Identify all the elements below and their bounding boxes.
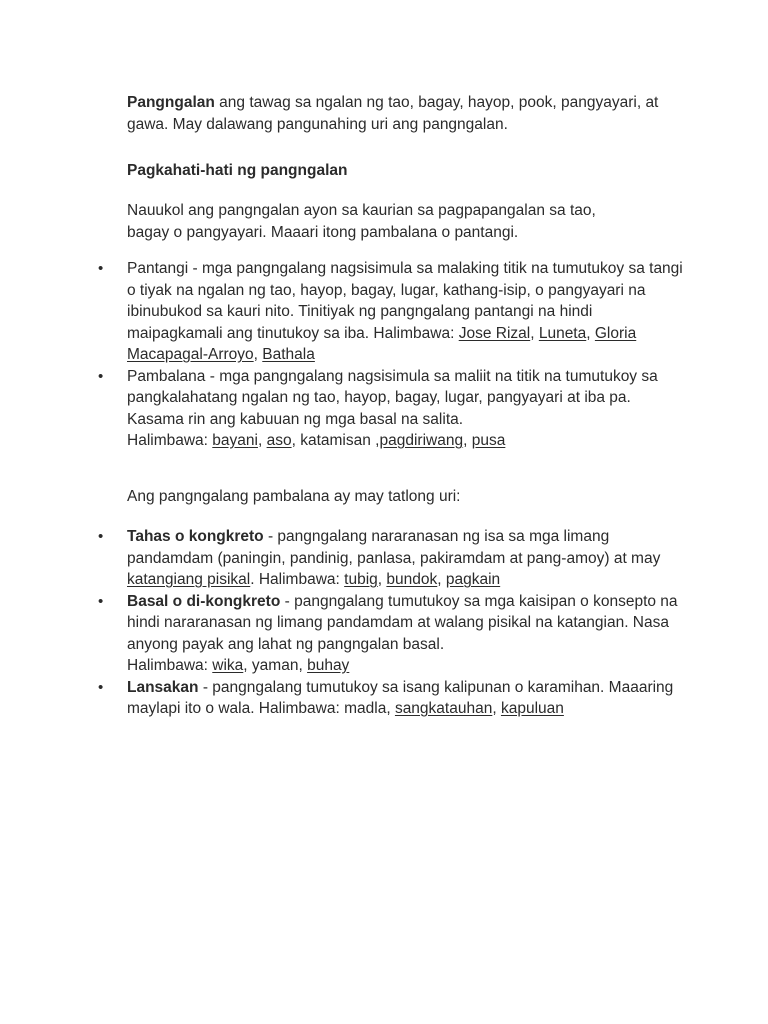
examples-prefix: Halimbawa: bbox=[127, 432, 213, 449]
example-link[interactable]: Gloria Macapagal-Arroyo bbox=[127, 324, 637, 363]
lansakan-term: Lansakan bbox=[127, 678, 199, 696]
list-item-tahas: • Tahas o kongkreto - pangngalang nararanasan ng isa sa mga limang pandamdam (paningin, pandinig, panlasa, pakiramdam at pang-amoy) at may katangiang pisikal. Halimbawa: tubig, bundok, pagkain bbox=[98, 528, 661, 588]
example-link[interactable]: pagkain bbox=[445, 571, 501, 588]
example-link[interactable]: Bathala bbox=[262, 346, 315, 363]
tahas-text: - pangngalang nararanasan ng isa sa mga limang pandamdam (paningin, pandinig, panlasa, pakiramdam at pang-amoy) at may bbox=[127, 528, 661, 567]
lansakan-text: - pangngalang tumutukoy sa isang kalipunan o karamihan. Maaaring maylapi ito o wala. Halimbawa: bbox=[127, 678, 674, 717]
example-link[interactable]: buhay bbox=[307, 657, 350, 674]
example-link[interactable]: tubig bbox=[344, 571, 378, 588]
list-item-pambalana: • Pambalana - mga pangngalang nagsisimula sa maliit na titik na tumutukoy sa pangkalahatang ngalan ng tao, hayop, bagay, lugar, pangyayari at iba pa. Kasama rin ang kabuuan ng mga basal na salita. Halimbawa: bayani, aso, katamisan ,pagdiriwang, pusa bbox=[98, 367, 658, 449]
example-link[interactable]: bundok bbox=[386, 571, 438, 588]
basal-term: Basal o di-kongkreto bbox=[127, 592, 281, 610]
tahas-after: . Halimbawa: bbox=[250, 571, 345, 588]
bullet: • bbox=[98, 260, 104, 277]
list-item-lansakan: • Lansakan - pangngalang tumutukoy sa isang kalipunan o karamihan. Maaaring maylapi ito o wala. Halimbawa: madla, sangkatauhan, kapuluan bbox=[98, 678, 674, 717]
intro-term: Pangngalan bbox=[127, 94, 215, 111]
list-item-pantangi: • Pantangi - mga pangngalang nagsisimula sa malaking titik na tumutukoy sa tangi o tiyak na ngalan ng tao, hayop, bagay, lugar, kathang-isip, o pangyayari na ibinubukod sa kauri nito. Tinitiyak ng pangngalang pantangi na hindi maipagkamali ang tinutukoy sa iba. Halimbawa: Jose Rizal, Luneta, Gloria Macapagal-Arroyo, Bathala bbox=[98, 260, 683, 363]
basal-text: - pangngalang tumutukoy sa mga kaisipan o konsepto na hindi nararanasan ng limang pandamdam at walang pisikal na katangian. Nasa anyong payak ang lahat ng pangngalan basal. bbox=[127, 592, 678, 653]
example-link[interactable]: sangkatauhan bbox=[394, 700, 493, 717]
example-link[interactable]: Luneta bbox=[538, 324, 587, 342]
example-text: yaman bbox=[251, 657, 299, 674]
tahas-term: Tahas o kongkreto bbox=[127, 528, 264, 545]
section-heading: Pagkahati-hati ng pangngalan bbox=[127, 162, 348, 179]
bullet: • bbox=[98, 592, 104, 610]
underlined-phrase[interactable]: katangiang pisikal bbox=[127, 571, 251, 588]
bullet: • bbox=[98, 528, 104, 545]
example-link[interactable]: pagdiriwang bbox=[379, 432, 464, 449]
intro-text: ang tawag sa ngalan ng tao, bagay, hayop, pook, pangyayari, at gawa. May dalawang pangunahing uri ang pangngalan. bbox=[127, 94, 659, 133]
definition-paragraph: Nauukol ang pangngalan ayon sa kaurian sa pagpapangalan sa tao, bagay o pangyayari. Maaari itong pambalana o pantangi. bbox=[127, 202, 596, 241]
examples-prefix: Halimbawa: bbox=[127, 657, 213, 674]
bullet: • bbox=[98, 678, 104, 696]
pambalana-text: Pambalana - mga pangngalang nagsisimula sa maliit na titik na tumutukoy sa pangkalahatang ngalan ng tao, hayop, bagay, lugar, pangyayari at iba pa. Kasama rin ang kabuuan ng mga basal na salita. bbox=[127, 367, 658, 428]
example-link[interactable]: wika bbox=[212, 657, 244, 674]
example-link[interactable]: Jose Rizal bbox=[458, 324, 531, 342]
types-list bbox=[98, 258, 687, 452]
list-item-basal: • Basal o di-kongkreto - pangngalang tumutukoy sa mga kaisipan o konsepto na hindi nararanasan ng limang pandamdam at walang pisikal na katangian. Nasa anyong payak ang lahat ng pangngalan basal. Halimbawa: wika, yaman, buhay bbox=[98, 592, 678, 674]
example-link[interactable]: kapuluan bbox=[500, 700, 564, 717]
pantangi-text: Pantangi - mga pangngalang nagsisimula sa malaking titik na tumutukoy sa tangi o tiyak na ngalan ng tao, hayop, bagay, lugar, kathang-isip, o pangyayari na ibinubukod sa kauri nito. Tinitiyak ng pangngalang pantangi na hindi maipagkamali ang tinutukoy sa iba. Halimbawa: bbox=[127, 260, 683, 342]
example-link[interactable]: aso bbox=[266, 432, 292, 449]
example-text: madla bbox=[344, 700, 387, 717]
intro-paragraph bbox=[127, 92, 687, 136]
example-link[interactable]: pusa bbox=[471, 432, 506, 449]
subheading-paragraph: Ang pangngalang pambalana ay may tatlong uri: bbox=[127, 488, 461, 505]
example-link[interactable]: bayani bbox=[212, 432, 258, 449]
example-text: katamisan bbox=[300, 432, 371, 449]
bullet: • bbox=[98, 367, 104, 385]
kinds-list bbox=[98, 526, 687, 720]
